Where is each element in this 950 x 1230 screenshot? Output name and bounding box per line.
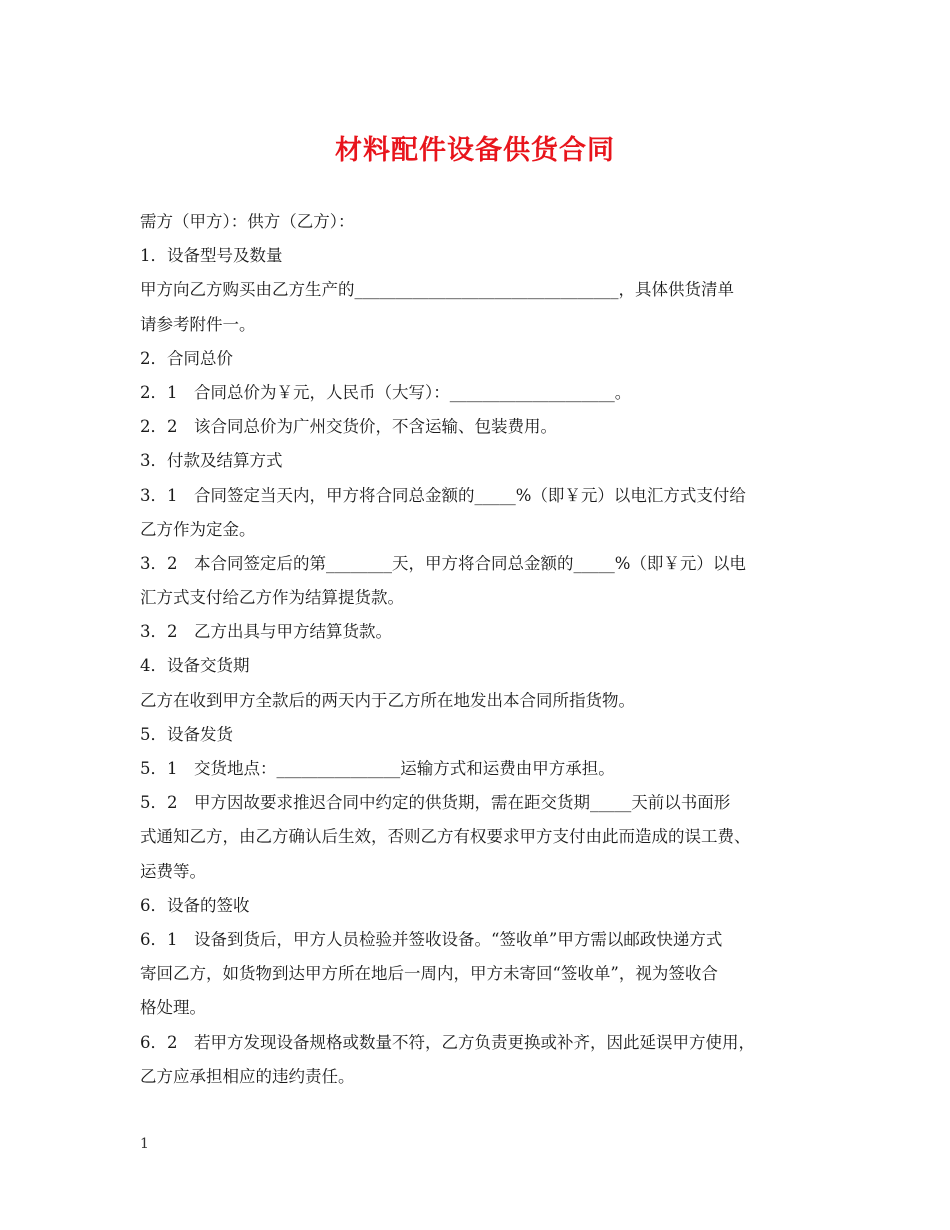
paragraph-line: 乙方应承担相应的违约责任。: [140, 1066, 355, 1086]
section-heading: 6．设备的签收: [140, 895, 250, 915]
paragraph-line: 2．2 该合同总价为广州交货价，不含运输、包装费用。: [140, 417, 557, 437]
paragraph-line: 甲方向乙方购买由乙方生产的________________________________，具体供货清单: [140, 280, 734, 300]
paragraph-line: 乙方在收到甲方全款后的两天内于乙方所在地发出本合同所指货物。: [140, 690, 635, 710]
paragraph-line: 5．1 交货地点：_______________运输方式和运费由甲方承担。: [140, 759, 615, 778]
paragraph-line: 运费等。: [140, 861, 206, 881]
paragraph-line: 6．2 若甲方发现设备规格或数量不符，乙方负责更换或补齐，因此延误甲方使用，: [140, 1032, 755, 1052]
section-heading: 4．设备交货期: [140, 656, 250, 676]
page-number: 1: [140, 1136, 149, 1152]
paragraph-line: 式通知乙方，由乙方确认后生效，否则乙方有权要求甲方支付由此而造成的误工费、: [140, 827, 751, 847]
paragraph-line: 3．1 合同签定当天内，甲方将合同总金额的_____%（即￥元）以电汇方式支付给: [140, 485, 746, 505]
paragraph-line: 请参考附件一。: [140, 314, 256, 334]
section-heading: 2．合同总价: [140, 348, 233, 368]
paragraph-line: 汇方式支付给乙方作为结算提货款。: [140, 588, 404, 608]
paragraph-line: 6．1 设备到货后，甲方人员检验并签收设备。“签收单”甲方需以邮政快递方式: [140, 929, 723, 949]
paragraph-line: 乙方作为定金。: [140, 519, 256, 539]
contract-body: [140, 205, 815, 1094]
paragraph-line: 5．2 甲方因故要求推迟合同中约定的供货期，需在距交货期_____天前以书面形: [140, 793, 731, 813]
paragraph-line: 2．1 合同总价为￥元，人民币（大写）：____________________。: [140, 382, 632, 402]
document-title: 材料配件设备供货合同: [335, 135, 615, 166]
paragraph-line: 3．2 本合同签定后的第________天，甲方将合同总金额的_____%（即￥元）以电: [140, 553, 746, 573]
section-heading: 5．设备发货: [140, 724, 233, 744]
section-heading: 3．付款及结算方式: [140, 451, 283, 471]
section-heading: 1．设备型号及数量: [140, 246, 283, 266]
party-line: 需方（甲方）：供方（乙方）：: [140, 212, 355, 231]
paragraph-line: 寄回乙方，如货物到达甲方所在地后一周内，甲方未寄回“签收单”，视为签收合: [140, 964, 718, 984]
paragraph-line: 格处理。: [140, 998, 206, 1018]
paragraph-line: 3．2 乙方出具与甲方结算货款。: [140, 622, 392, 642]
